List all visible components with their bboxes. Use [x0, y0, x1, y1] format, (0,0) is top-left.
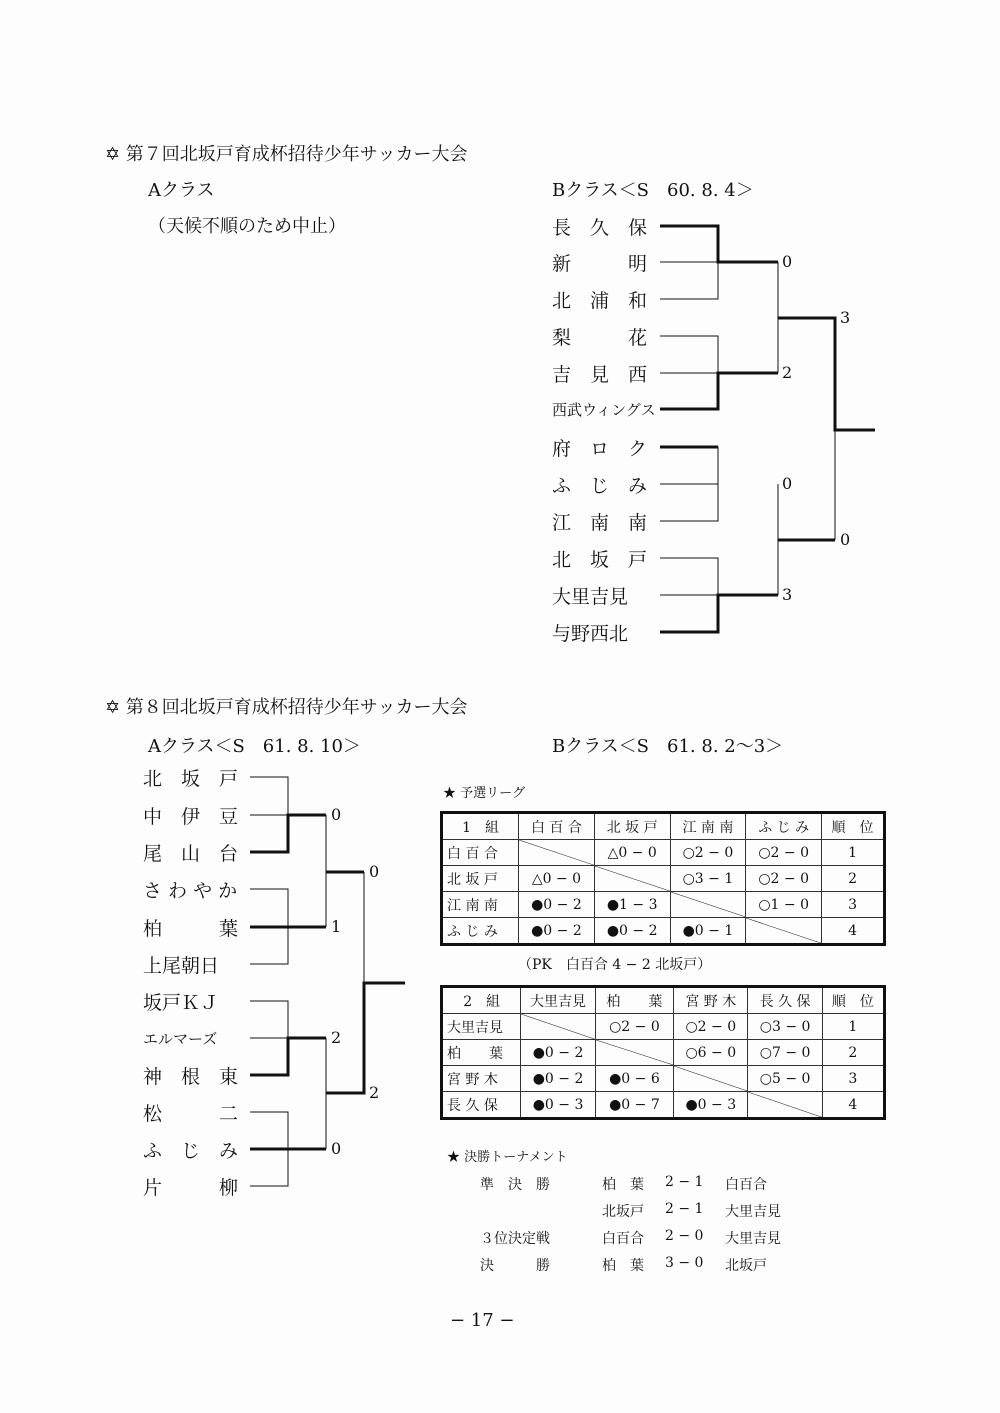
final-result: 北坂戸 [602, 1204, 644, 1220]
column-header: 宮 野 木 [674, 987, 748, 1014]
result-cell: ○3 − 0 [748, 1014, 822, 1040]
diagonal-cell [519, 840, 595, 866]
league-title: ★ 予選リーグ [443, 786, 526, 801]
result-cell: 4 [822, 918, 885, 945]
bracket-line-winner [250, 815, 405, 1149]
team-name: 大里吉見 [552, 586, 629, 608]
group2-table [440, 985, 886, 1120]
table-row [442, 1014, 885, 1040]
bracket-line [660, 262, 835, 595]
final-result: 白百合 [602, 1231, 644, 1247]
team-name: 江 南 南 [552, 512, 648, 534]
result-cell: ●0 − 3 [674, 1092, 748, 1119]
result-cell: ○1 − 0 [746, 892, 822, 918]
final-result: 2 − 0 [665, 1228, 704, 1244]
match-score: 0 [331, 805, 342, 824]
final-result: 3 − 0 [665, 1255, 704, 1271]
result-cell: ●0 − 2 [594, 918, 670, 945]
table-row [442, 1092, 885, 1119]
team-name: 吉 見 西 [552, 364, 648, 386]
result-cell: ●0 − 1 [670, 918, 746, 945]
team-name: 中 伊 豆 [143, 806, 239, 828]
column-header: 順 位 [822, 987, 884, 1014]
team-name: 北 坂 戸 [552, 549, 648, 571]
row-header: 宮 野 木 [442, 1066, 521, 1092]
final-result: 柏 葉 [602, 1258, 644, 1274]
table-row [442, 918, 885, 945]
t8-b-class: Bクラス＜S 61. 8. 2〜3＞ [552, 736, 784, 757]
team-name: 坂戸ＫＪ [143, 992, 220, 1014]
result-cell: ○2 − 0 [746, 866, 822, 892]
result-cell: ○2 − 0 [595, 1014, 673, 1040]
diagonal-cell [595, 1040, 673, 1066]
result-cell: 2 [822, 866, 885, 892]
match-score: 3 [782, 585, 793, 604]
column-header: ふ じ み [746, 813, 822, 840]
team-name: 神 根 東 [143, 1066, 239, 1088]
t8-title: ✡ 第８回北坂戸育成杯招待少年サッカー大会 [105, 697, 468, 718]
row-header: 柏 葉 [442, 1040, 521, 1066]
diagonal-cell [521, 1014, 595, 1040]
team-name: さ わ や か [143, 880, 238, 902]
row-header: 長 久 保 [442, 1092, 521, 1119]
team-name: ふ じ み [143, 1140, 239, 1162]
column-header: 順 位 [822, 813, 885, 840]
team-name: 松 二 [143, 1103, 239, 1125]
table-row [442, 892, 885, 918]
team-name: 上尾朝日 [143, 955, 220, 977]
table-row [442, 866, 885, 892]
match-score: 2 [782, 363, 793, 382]
page-number: − 17 − [450, 1310, 515, 1331]
result-cell: 3 [822, 892, 885, 918]
table-row [442, 1040, 885, 1066]
result-cell: △0 − 0 [594, 840, 670, 866]
bracket-line-winner [660, 226, 875, 632]
final-result: 2 − 1 [665, 1201, 704, 1217]
diagonal-cell [674, 1066, 748, 1092]
bracket-line [250, 777, 364, 1186]
match-score: 1 [331, 917, 342, 936]
match-score: 0 [840, 530, 851, 549]
table-header-row [442, 987, 885, 1014]
group1-note: （PK 白百合 4 − 2 北坂戸） [518, 957, 712, 973]
t7-b-class: Bクラス＜S 60. 8. 4＞ [552, 180, 754, 201]
result-cell: ●0 − 2 [521, 1066, 595, 1092]
final-result: 柏 葉 [602, 1177, 644, 1193]
result-cell: ○2 − 0 [674, 1014, 748, 1040]
result-cell: △0 − 0 [519, 866, 595, 892]
final-result: 2 − 1 [665, 1174, 704, 1190]
match-score: 0 [782, 252, 793, 271]
table-row [442, 840, 885, 866]
team-name: 長 久 保 [552, 217, 648, 239]
column-header: 1 組 [442, 813, 519, 840]
row-header: ふ じ み [442, 918, 519, 945]
result-cell: ○2 − 0 [670, 840, 746, 866]
t7-title: ✡ 第７回北坂戸育成杯招待少年サッカー大会 [105, 144, 468, 165]
match-score: 0 [369, 862, 380, 881]
team-name: 府 ロ ク [552, 438, 648, 460]
match-score: 2 [369, 1083, 380, 1102]
t7-a-note: （天候不順のため中止） [148, 216, 346, 237]
team-name: 北 浦 和 [552, 290, 648, 312]
match-score: 0 [782, 474, 793, 493]
final-result: 大里吉見 [725, 1204, 781, 1220]
diagonal-cell [670, 892, 746, 918]
result-cell: ●0 − 6 [595, 1066, 673, 1092]
result-cell: ●0 − 2 [519, 892, 595, 918]
result-cell: 1 [822, 840, 885, 866]
result-cell: 1 [822, 1014, 884, 1040]
team-name: 梨 花 [552, 327, 648, 349]
row-header: 白 百 合 [442, 840, 519, 866]
team-name: 片 柳 [143, 1177, 239, 1199]
final-result: 北坂戸 [725, 1258, 767, 1274]
row-header: 江 南 南 [442, 892, 519, 918]
team-name: 与野西北 [552, 623, 629, 645]
match-score: 2 [331, 1028, 342, 1047]
t8-a-class: Aクラス＜S 61. 8. 10＞ [148, 736, 361, 757]
team-name: 西武ウィングス [552, 401, 656, 419]
row-header: 大里吉見 [442, 1014, 521, 1040]
column-header: 白 百 合 [519, 813, 595, 840]
team-name: 柏 葉 [143, 918, 239, 940]
column-header: 北 坂 戸 [594, 813, 670, 840]
result-cell: ○2 − 0 [746, 840, 822, 866]
result-cell: ●1 − 3 [594, 892, 670, 918]
result-cell: 4 [822, 1092, 884, 1119]
team-name: ふ じ み [552, 475, 648, 497]
column-header: 柏 葉 [595, 987, 673, 1014]
result-cell: ●0 − 7 [595, 1092, 673, 1119]
final-result: 白百合 [725, 1177, 767, 1193]
result-cell: ●0 − 3 [521, 1092, 595, 1119]
team-name: 北 坂 戸 [143, 768, 239, 790]
table-header-row [442, 813, 885, 840]
group1-table [440, 811, 886, 946]
result-cell: 3 [822, 1066, 884, 1092]
diagonal-cell [594, 866, 670, 892]
table-row [442, 1066, 885, 1092]
final-title: ★ 決勝トーナメント [447, 1150, 568, 1165]
column-header: 大里吉見 [521, 987, 595, 1014]
final-result: 大里吉見 [725, 1231, 781, 1247]
match-score: 3 [840, 308, 851, 327]
final-result: ３位決定戦 [480, 1231, 550, 1247]
diagonal-cell [746, 918, 822, 945]
column-header: 長 久 保 [748, 987, 822, 1014]
result-cell: ○6 − 0 [674, 1040, 748, 1066]
t7-a-class: Aクラス [148, 180, 215, 201]
result-cell: ○3 − 1 [670, 866, 746, 892]
team-name: 新 明 [552, 253, 648, 275]
team-name: エルマーズ [143, 1030, 218, 1048]
match-score: 0 [331, 1139, 342, 1158]
result-cell: ○7 − 0 [748, 1040, 822, 1066]
result-cell: 2 [822, 1040, 884, 1066]
team-name: 尾 山 台 [143, 843, 239, 865]
diagonal-cell [748, 1092, 822, 1119]
column-header: 江 南 南 [670, 813, 746, 840]
row-header: 北 坂 戸 [442, 866, 519, 892]
final-result: 決 勝 [480, 1258, 550, 1274]
final-result: 準 決 勝 [480, 1177, 550, 1193]
result-cell: ○5 − 0 [748, 1066, 822, 1092]
result-cell: ●0 − 2 [519, 918, 595, 945]
column-header: 2 組 [442, 987, 521, 1014]
result-cell: ●0 − 2 [521, 1040, 595, 1066]
